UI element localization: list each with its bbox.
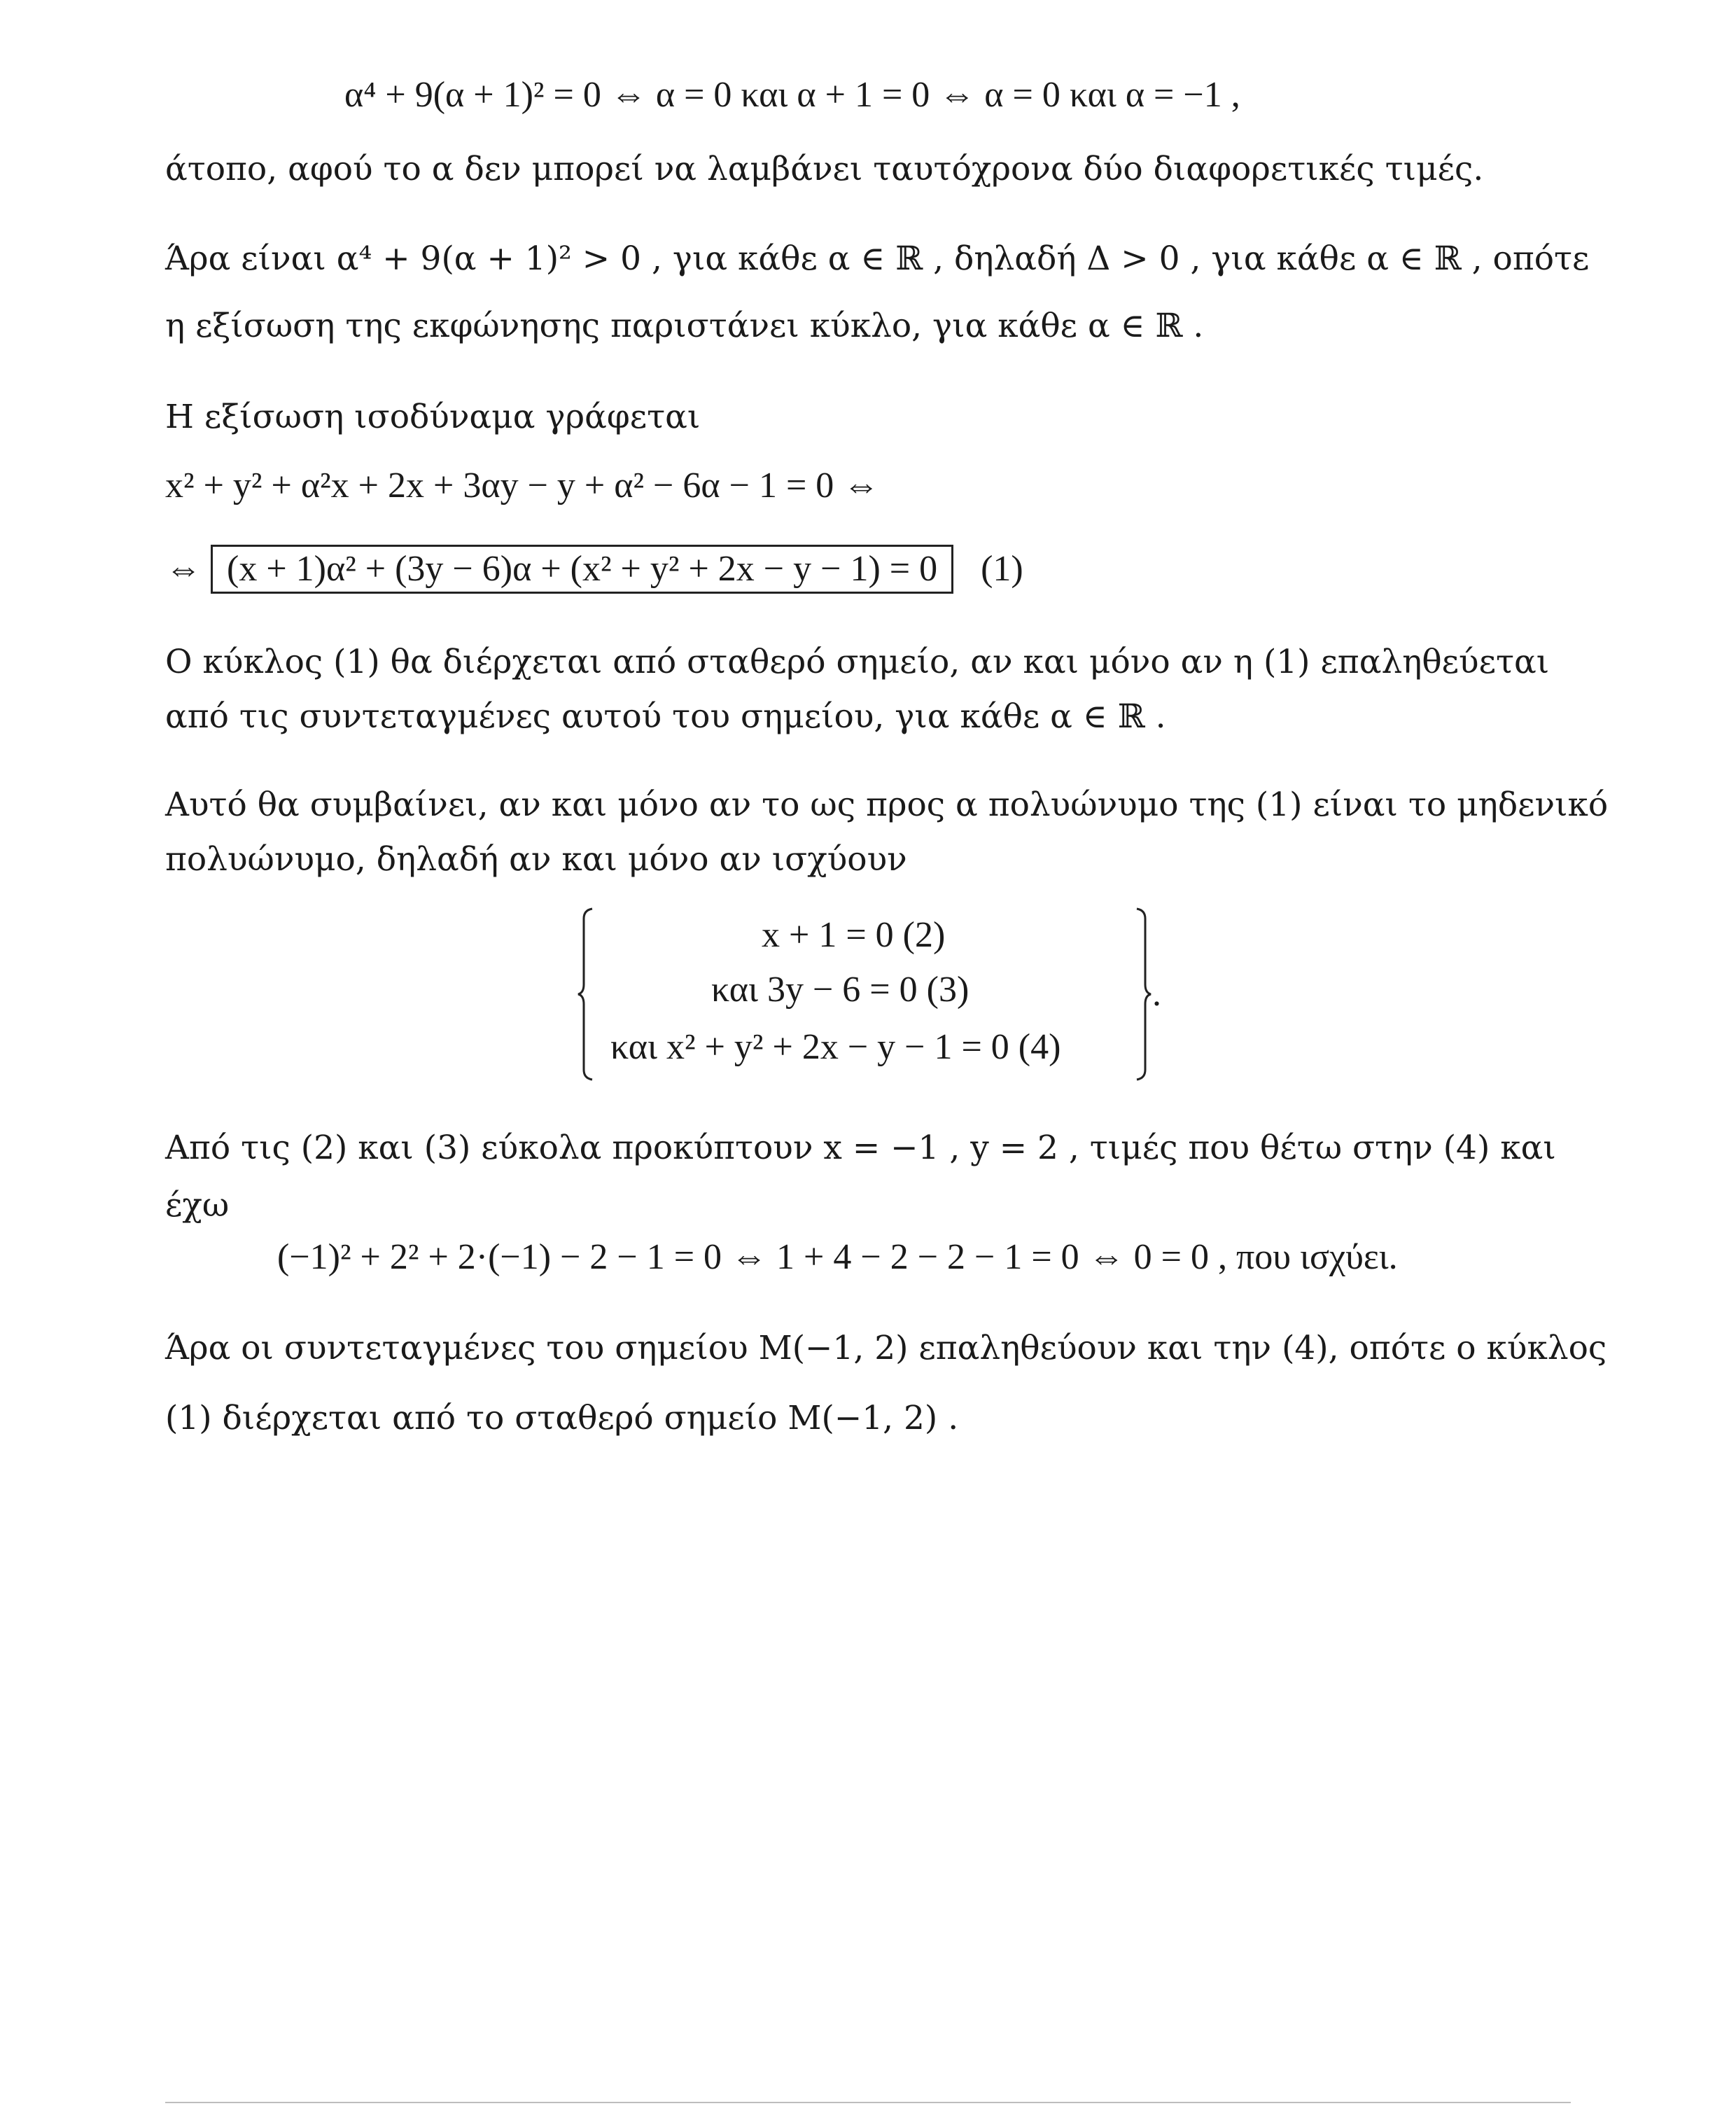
text-line-5: Η εξίσωση ισοδύναμα γράφεται xyxy=(165,398,701,436)
equivalence-symbol: ⇔ xyxy=(165,549,202,589)
left-brace-icon xyxy=(577,907,595,1081)
text-line-11: πολυώνυμο, δηλαδή αν και μόνο αν ισχύουν xyxy=(165,840,907,879)
equation-line-1: α⁴ + 9(α + 1)² = 0 ⇔ α = 0 και α + 1 = 0 ⇔ α = 0 και α = −1 , xyxy=(344,75,1240,115)
text-line-2: άτοπο, αφού το α δεν μπορεί να λαμβάνει ταυτόχρονα δύο διαφορετικές τιμές. xyxy=(165,150,1484,188)
text-line-16: (1) διέρχεται από το σταθερό σημείο M(−1, 2) . xyxy=(165,1399,959,1437)
equation-line-14: (−1)² + 2² + 2·(−1) − 2 − 1 = 0 ⇔ 1 + 4 − 2 − 2 − 1 = 0 ⇔ 0 = 0 , που ισχύει. xyxy=(277,1237,1398,1277)
text-line-12: Από τις (2) και (3) εύκολα προκύπτουν x = −1 , y = 2 , τιμές που θέτω στην (4) και xyxy=(165,1129,1556,1167)
system-line-4: και x² + y² + 2x − y − 1 = 0 (4) xyxy=(610,1027,1061,1067)
text-line-4: η εξίσωση της εκφώνησης παριστάνει κύκλο, για κάθε α ∈ ℝ . xyxy=(165,307,1204,345)
text-line-13: έχω xyxy=(165,1186,230,1225)
system-line-2: x + 1 = 0 (2) xyxy=(762,915,946,955)
system-line-3: και 3y − 6 = 0 (3) xyxy=(711,970,969,1010)
text-line-15: Άρα οι συντεταγμένες του σημείου M(−1, 2) επαληθεύουν και την (4), οπότε ο κύκλος xyxy=(165,1329,1607,1367)
text-line-3: Άρα είναι α⁴ + 9(α + 1)² > 0 , για κάθε α ∈ ℝ , δηλαδή Δ > 0 , για κάθε α ∈ ℝ , οπότε xyxy=(165,239,1590,278)
equation-label-1: (1) xyxy=(981,549,1023,589)
footer-rule xyxy=(165,2102,1571,2103)
equation-line-6: x² + y² + α²x + 2x + 3αy − y + α² − 6α − 1 = 0 ⇔ xyxy=(165,466,880,505)
text-line-9: από τις συντεταγμένες αυτού του σημείου, για κάθε α ∈ ℝ . xyxy=(165,697,1166,736)
system-period: . xyxy=(1152,974,1161,1014)
right-brace-icon xyxy=(1134,907,1152,1081)
text-line-10: Αυτό θα συμβαίνει, αν και μόνο αν το ως προς α πολυώνυμο της (1) είναι το μηδενικό xyxy=(165,786,1609,824)
boxed-equation: (x + 1)α² + (3y − 6)α + (x² + y² + 2x − y − 1) = 0 xyxy=(211,545,953,594)
boxed-equation-row xyxy=(165,545,1023,594)
text-line-8: Ο κύκλος (1) θα διέρχεται από σταθερό σημείο, αν και μόνο αν η (1) επαληθεύεται xyxy=(165,643,1550,681)
